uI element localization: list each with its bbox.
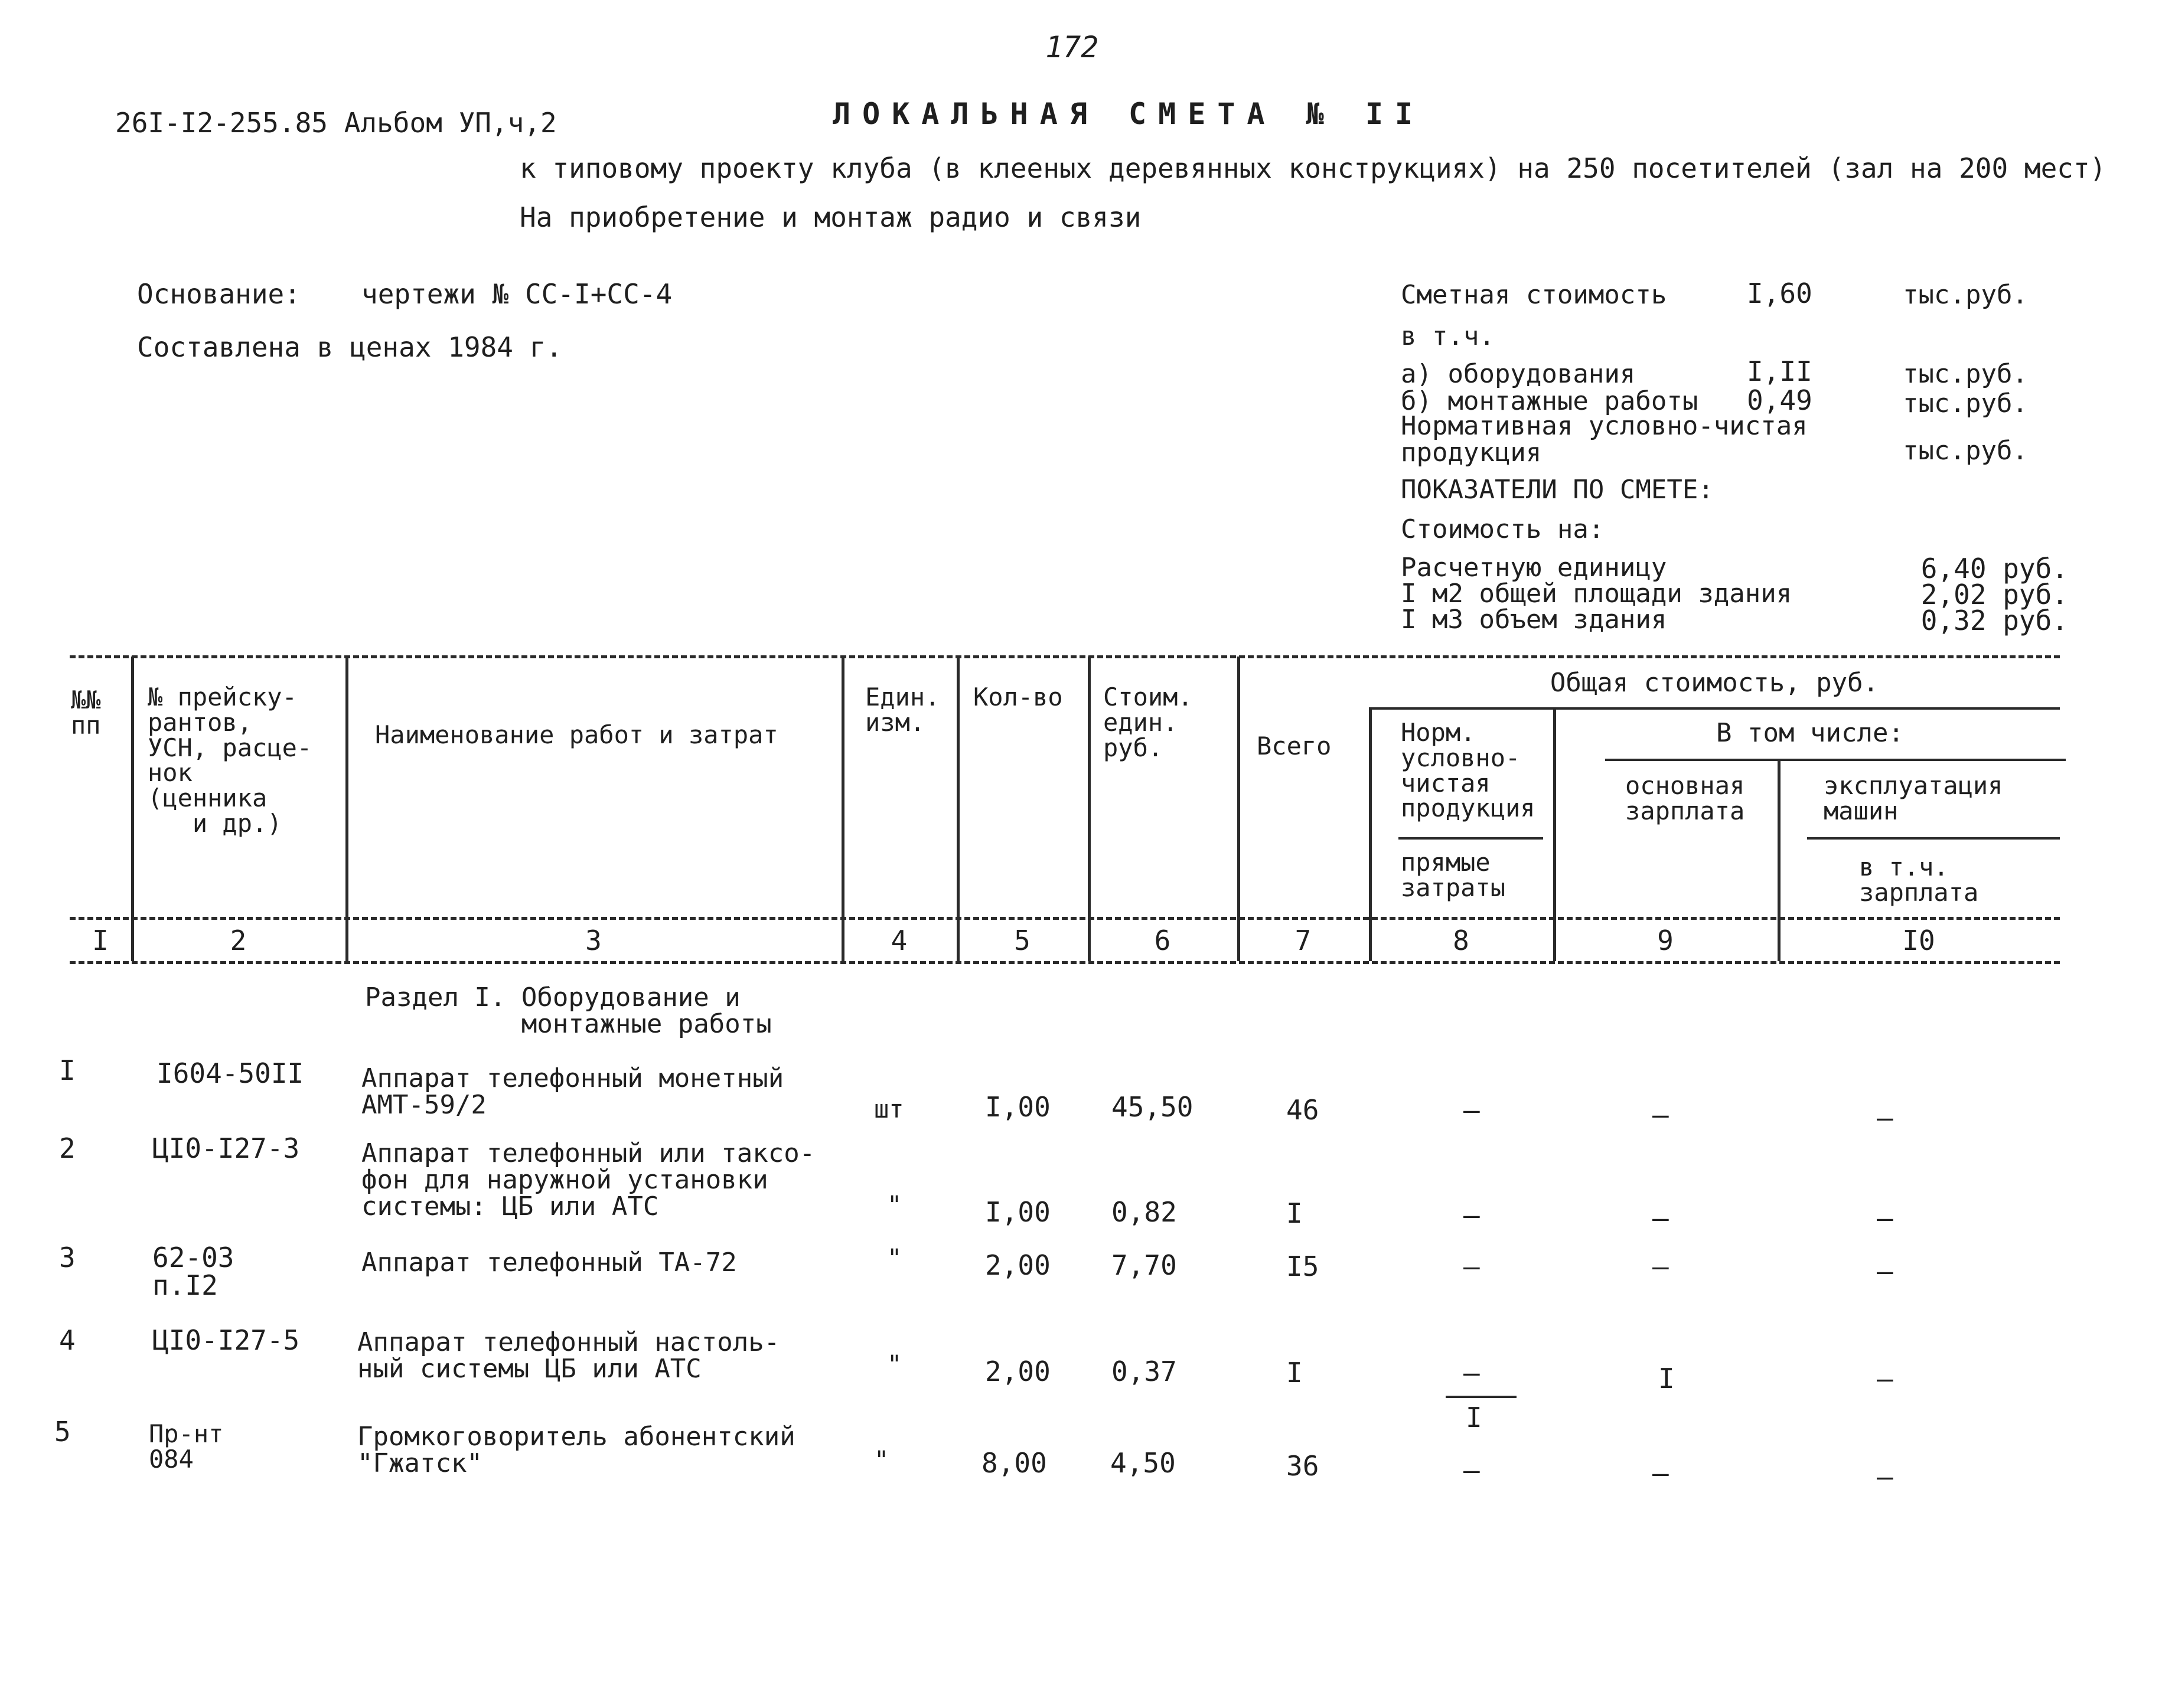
row-c8: – — [1463, 1454, 1480, 1486]
total-group-rule — [1369, 707, 2060, 710]
norm-label: Нормативная условно-чистая продукция — [1401, 411, 1808, 468]
colnum-10: I0 — [1902, 925, 1935, 956]
subtitle-project: к типовому проекту клуба (в клееных деревянных конструкциях) на 250 посетителей (зал на 200 мест) — [520, 152, 2106, 184]
page-number: 172 — [1045, 30, 1099, 64]
c8-split-rule — [1398, 837, 1543, 840]
row-price: 4,50 — [1110, 1447, 1176, 1479]
row-qty: I,00 — [985, 1091, 1051, 1123]
col-sep-3 — [842, 657, 844, 961]
row-name: Аппарат телефонный ТА-72 — [361, 1247, 737, 1278]
document-title: ЛОКАЛЬНАЯ СМЕТА № II — [833, 97, 1425, 131]
colnum-bottom-rule — [70, 961, 2060, 964]
cost-label: Сметная стоимость — [1401, 280, 1667, 310]
row-c10: – — [1877, 1102, 1893, 1134]
col-sep-7 — [1369, 708, 1372, 961]
equipment-label: а) оборудования — [1401, 359, 1636, 389]
colnum-5: 5 — [1014, 925, 1031, 956]
equipment-value: I,II — [1747, 355, 1812, 387]
header-unit: Един. изм. — [865, 682, 940, 737]
row-price: 0,37 — [1111, 1356, 1177, 1387]
header-qty: Кол-во — [973, 682, 1063, 711]
header-machines-salary: в т.ч. зарплата — [1859, 853, 1979, 907]
row-qty: 8,00 — [981, 1447, 1047, 1479]
header-direct: прямые затраты — [1401, 848, 1506, 902]
install-label: б) монтажные работы — [1401, 386, 1698, 416]
row-total: 36 — [1286, 1450, 1319, 1482]
incl-label: в т.ч. — [1401, 321, 1495, 351]
row-num: 5 — [54, 1416, 71, 1448]
col-sep-6 — [1237, 657, 1240, 961]
row-c8-bottom: I — [1466, 1402, 1482, 1433]
row-unit: " — [874, 1445, 889, 1474]
c10-split-rule — [1807, 837, 2060, 840]
per-m2-label: I м2 общей площади здания — [1401, 579, 1792, 609]
header-price: Стоим. един. руб. — [1103, 682, 1193, 762]
row-code: ЦI0-I27-3 — [152, 1132, 300, 1164]
colnum-6: 6 — [1154, 925, 1171, 956]
prices-line: Составлена в ценах 1984 г. — [137, 331, 563, 363]
row-price: 7,70 — [1111, 1249, 1177, 1281]
row-c10: – — [1877, 1255, 1893, 1287]
row-num: 3 — [59, 1242, 76, 1273]
row-name: Аппарат телефонный монетный АМТ-59/2 — [361, 1063, 784, 1120]
table-top-rule — [70, 655, 2060, 658]
col-sep-1 — [131, 657, 134, 961]
per-unit-value: 6,40 руб. — [1920, 553, 2068, 584]
row-c9: – — [1652, 1202, 1669, 1234]
row-code: Пр-нт 084 — [149, 1419, 224, 1474]
cost-value: I,60 — [1747, 277, 1812, 309]
album-reference: 26I-I2-255.85 Альбом УП,ч,2 — [115, 107, 557, 139]
equipment-unit: тыс.руб. — [1903, 359, 2028, 389]
row-price: 0,82 — [1111, 1196, 1177, 1228]
row-c10: – — [1877, 1461, 1893, 1493]
header-total-group: Общая стоимость, руб. — [1550, 668, 1879, 698]
colnum-3: 3 — [585, 925, 602, 956]
row-unit: шт — [874, 1095, 904, 1124]
col-sep-4 — [957, 657, 960, 961]
row-total: I — [1286, 1357, 1303, 1389]
colnum-1: I — [92, 925, 109, 956]
header-salary: основная зарплата — [1625, 771, 1745, 825]
row-c8: – — [1463, 1094, 1480, 1126]
row-c8: – — [1463, 1250, 1480, 1282]
row-c9: – — [1652, 1099, 1669, 1131]
row-total: 46 — [1286, 1094, 1319, 1126]
per-m2-value: 2,02 руб. — [1920, 579, 2068, 610]
install-value: 0,49 — [1747, 384, 1812, 416]
row-c10: – — [1877, 1202, 1893, 1234]
header-bottom-rule — [70, 917, 2060, 920]
row-price: 45,50 — [1111, 1091, 1193, 1123]
row-code: 62-03 п.I2 — [152, 1242, 234, 1301]
header-name: Наименование работ и затрат — [375, 720, 778, 749]
row-c8: – — [1463, 1357, 1480, 1389]
basis-value: чертежи № СС-I+СС-4 — [361, 278, 673, 310]
norm-unit: тыс.руб. — [1903, 436, 2028, 466]
row-c8: – — [1463, 1199, 1480, 1231]
colnum-7: 7 — [1294, 925, 1312, 956]
row-qty: 2,00 — [985, 1356, 1051, 1387]
per-m3-value: 0,32 руб. — [1920, 605, 2068, 636]
row-c9: – — [1652, 1457, 1669, 1489]
row-unit: " — [887, 1243, 902, 1272]
row-num: I — [59, 1054, 76, 1086]
header-num: №№ пп — [71, 685, 101, 740]
row-num: 4 — [59, 1324, 76, 1356]
section-title: Раздел I. Оборудование и монтажные работы — [365, 982, 772, 1039]
row-c10: – — [1877, 1363, 1893, 1395]
col-sep-2 — [345, 657, 348, 961]
incl-group-rule — [1605, 759, 2066, 761]
row-c9: – — [1652, 1250, 1669, 1282]
header-norm: Норм. условно- чистая продукция — [1401, 718, 1535, 823]
cost-unit: тыс.руб. — [1903, 280, 2028, 310]
subtitle-purpose: На приобретение и монтаж радио и связи — [520, 201, 1142, 233]
col-sep-8 — [1553, 708, 1556, 961]
colnum-9: 9 — [1657, 925, 1674, 956]
fraction-bar — [1446, 1396, 1517, 1398]
per-unit-label: Расчетную единицу — [1401, 553, 1667, 583]
row-name: Громкоговоритель абонентский "Гжатск" — [357, 1422, 795, 1478]
row-total: I — [1286, 1197, 1303, 1229]
header-code: № прейску- рантов, УСН, расце- нок (ценника и др.) — [148, 682, 312, 838]
row-name: Аппарат телефонный или таксо- фон для наружной установки системы: ЦБ или АТС — [361, 1138, 816, 1222]
row-qty: I,00 — [985, 1196, 1051, 1228]
row-code: ЦI0-I27-5 — [152, 1324, 300, 1356]
row-code: I604-50II — [156, 1057, 304, 1089]
indicators-label: ПОКАЗАТЕЛИ ПО СМЕТЕ: — [1401, 475, 1714, 505]
per-m3-label: I м3 объем здания — [1401, 605, 1667, 635]
header-total: Всего — [1257, 731, 1332, 760]
row-c9: I — [1658, 1363, 1675, 1395]
cost-per-label: Стоимость на: — [1401, 514, 1605, 544]
header-incl-group: В том числе: — [1716, 718, 1904, 748]
colnum-8: 8 — [1453, 925, 1469, 956]
basis-label: Основание: — [137, 278, 301, 310]
col-sep-5 — [1088, 657, 1091, 961]
header-machines: эксплуатация машин — [1824, 771, 2003, 825]
install-unit: тыс.руб. — [1903, 388, 2028, 419]
row-name: Аппарат телефонный настоль- ный системы ЦБ или АТС — [357, 1327, 780, 1384]
colnum-4: 4 — [891, 925, 908, 956]
colnum-2: 2 — [230, 925, 247, 956]
row-total: I5 — [1286, 1250, 1319, 1282]
row-qty: 2,00 — [985, 1249, 1051, 1281]
row-num: 2 — [59, 1132, 76, 1164]
row-unit: " — [887, 1350, 902, 1379]
row-unit: " — [887, 1190, 902, 1219]
